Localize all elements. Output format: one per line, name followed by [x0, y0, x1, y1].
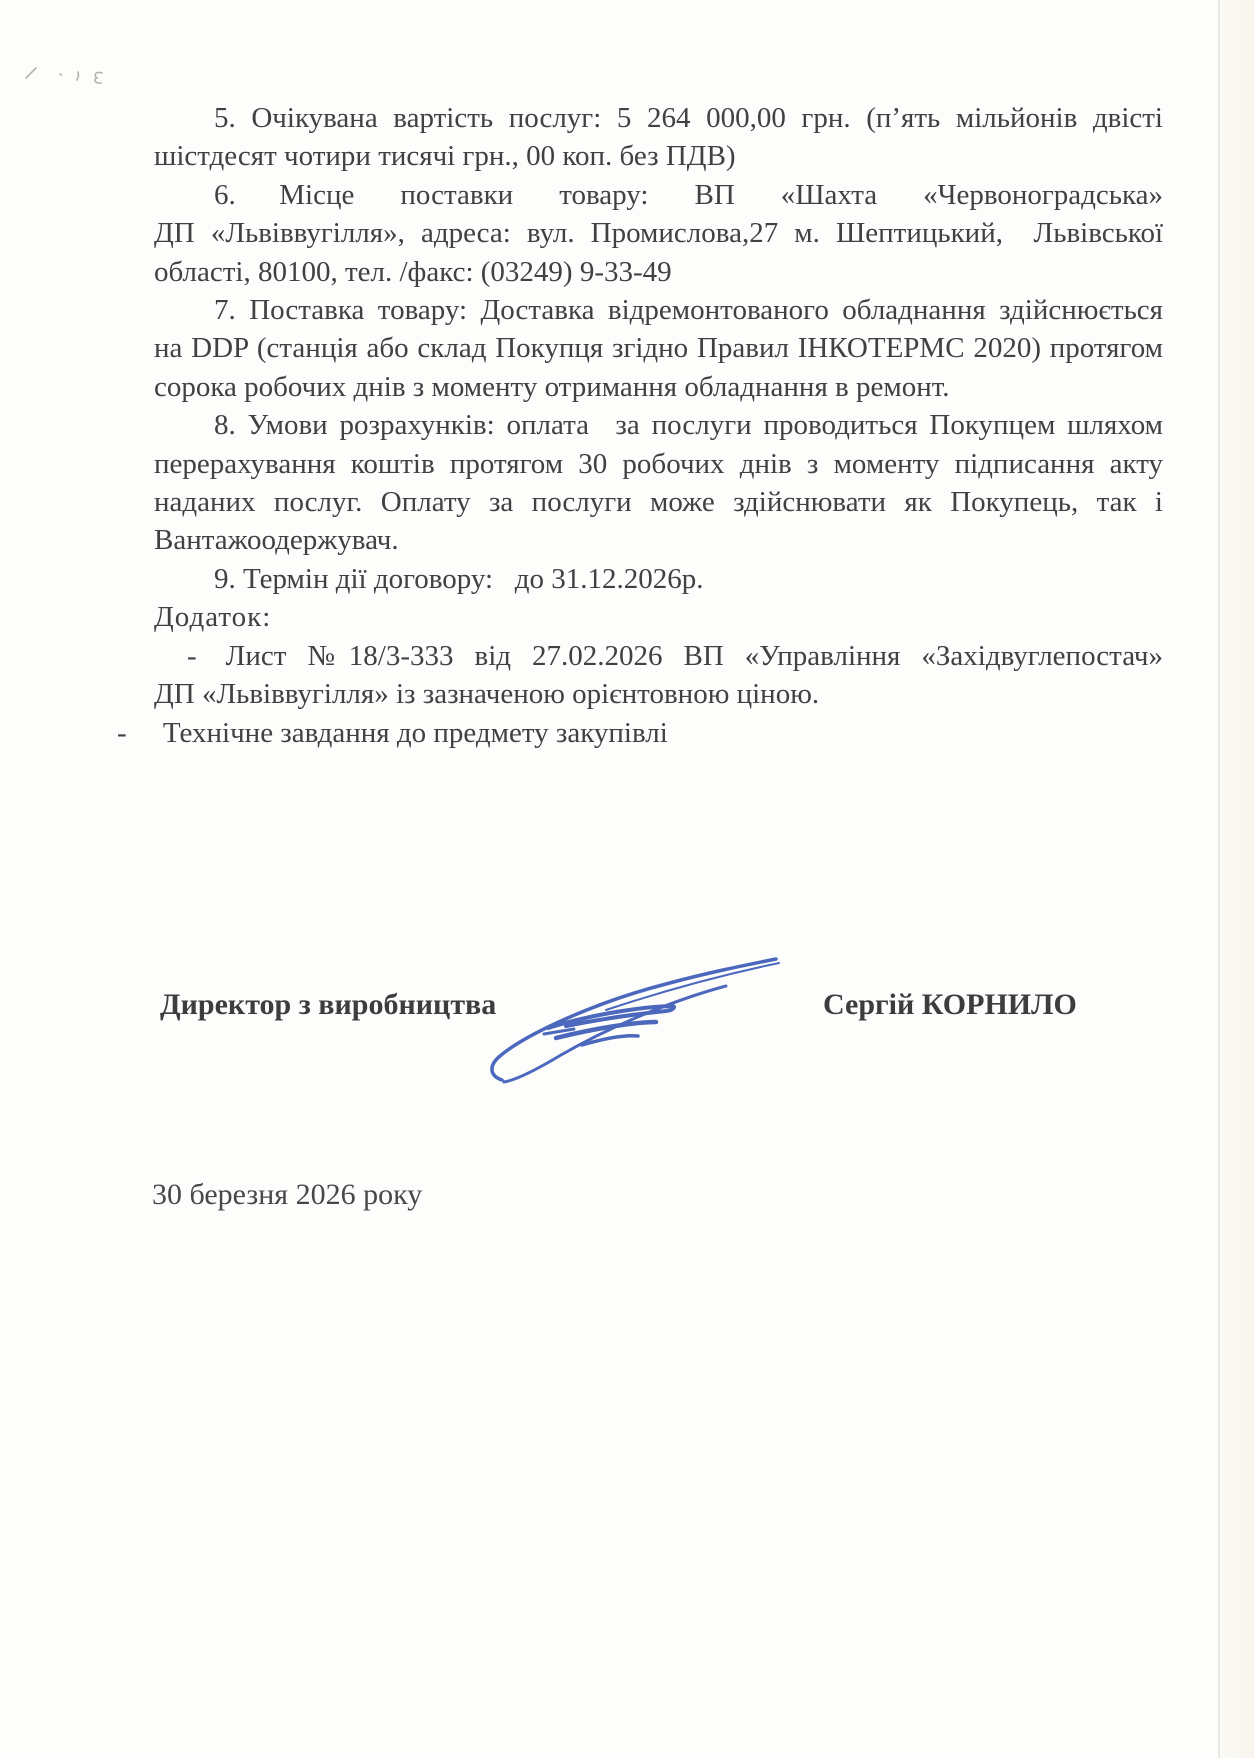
document-body — [117, 99, 1163, 752]
text-line: 8. Умови розрахунків: оплата за послуги проводиться Покупцем шляхом — [214, 409, 1163, 442]
signature-ink — [486, 950, 791, 1090]
text-line: 6. Місце поставки товару: ВП «Шахта «Червоноградська» — [214, 178, 1163, 211]
text-line: перерахування коштів протягом 30 робочих днів з моменту підписання акту — [154, 447, 1163, 480]
document-date: 30 березня 2026 року — [152, 1178, 423, 1211]
text-line: наданих послуг. Оплату за послуги може здійснювати як Покупець, так і — [154, 486, 1163, 519]
text-line: - Технічне завдання до предмету закупівлі — [117, 716, 668, 749]
text-line: ДП «Львіввугілля» із зазначеною орієнтовною ціною. — [154, 678, 820, 711]
text-line: на DDP (станція або склад Покупця згідно Правил ІНКОТЕРМС 2020) протягом — [154, 332, 1163, 365]
text-line: Додаток: — [154, 601, 272, 634]
scan-edge-line — [1218, 0, 1220, 1758]
text-line: сорока робочих днів з моменту отримання обладнання в ремонт. — [154, 370, 950, 403]
text-line: 7. Поставка товару: Доставка відремонтованого обладнання здійснюється — [214, 294, 1163, 327]
signatory-title: Директор з виробництва — [160, 988, 497, 1021]
text-line: ДП «Львіввугілля», адреса: вул. Промислова,27 м. Шептицький, Львівської — [154, 217, 1163, 250]
text-line: шістдесят чотири тисячі грн., 00 коп. без ПДВ) — [154, 140, 736, 173]
text-line: 5. Очікувана вартість послуг: 5 264 000,00 грн. (п’ять мільйонів двісті — [214, 102, 1163, 134]
text-line: області, 80100, тел. /факс: (03249) 9-33-49 — [154, 255, 672, 288]
text-line: - Лист №18/3-333 від 27.02.2026 ВП «Управління «Західвуглепостач» — [187, 639, 1163, 672]
text-line: Вантажоодержувач. — [154, 524, 399, 557]
signatory-name: Сергій КОРНИЛО — [823, 988, 1077, 1021]
text-line: 9. Термін дії договору: до 31.12.2026р. — [214, 562, 704, 595]
scan-artifact-marks — [16, 60, 156, 90]
scan-edge-band — [1221, 0, 1254, 1758]
